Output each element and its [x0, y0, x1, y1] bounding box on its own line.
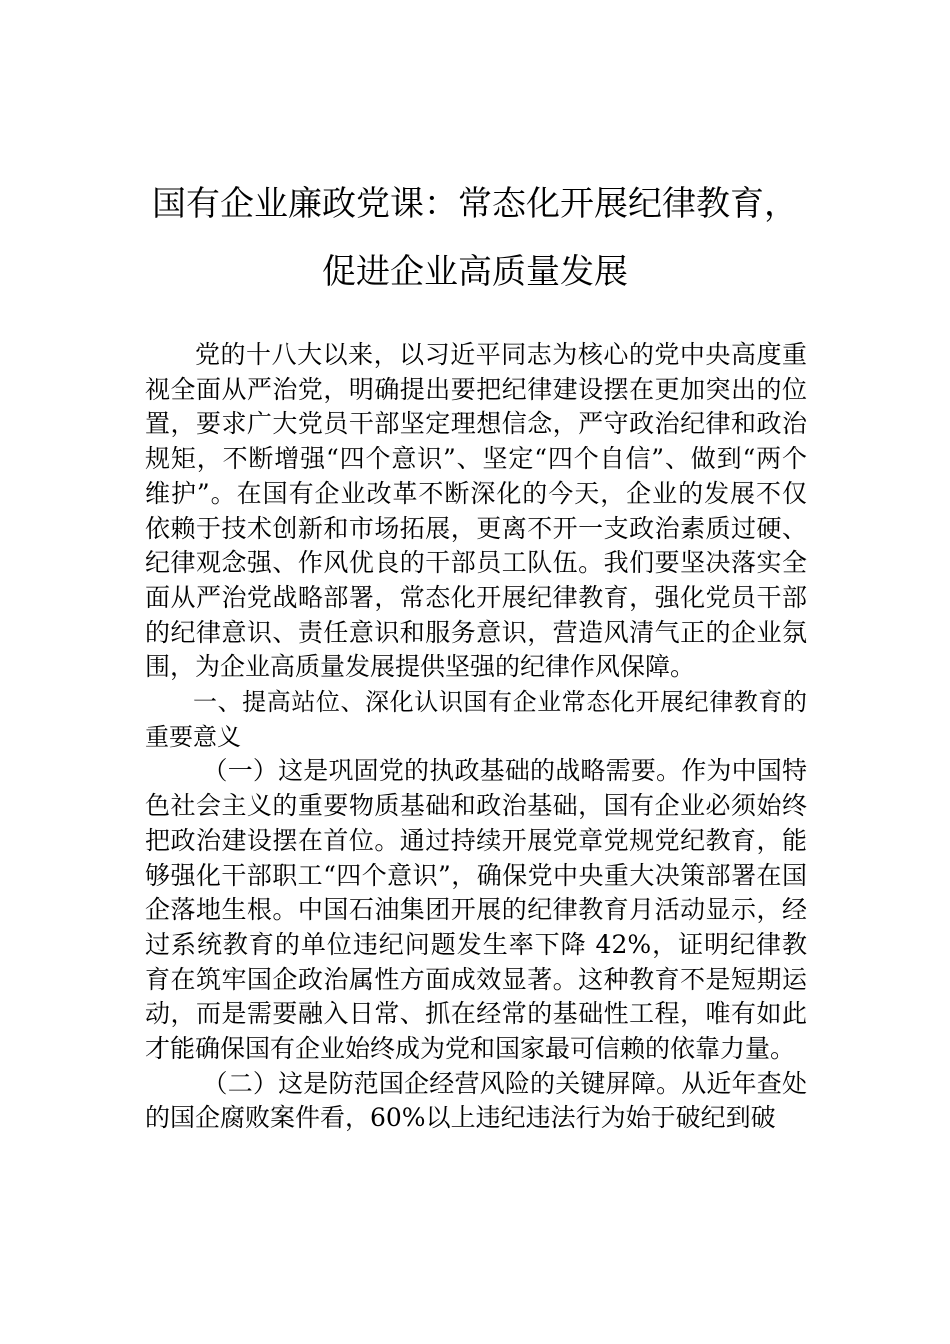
intro-paragraph: 党的十八大以来，以习近平同志为核心的党中央高度重视全面从严治党，明确提出要把纪律建设摆在更加突出的位置，要求广大党员干部坚定理想信念，严守政治纪律和政治规矩，不断增强“四个意识”、坚定“四个自信”、做到“两个维护”。在国有企业改革不断深化的今天，企业的发展不仅依赖于技术创新和市场拓展，更离不开一支政治素质过硬、纪律观念强、作风优良的干部员工队伍。我们要坚决落实全面从严治党战略部署，常态化开展纪律教育，强化党员干部的纪律意识、责任意识和服务意识，营造风清气正的企业氛围，为企业高质量发展提供坚强的纪律作风保障。	[145, 340, 807, 682]
document-title	[0, 170, 950, 306]
section-1-heading: 一、提高站位、深化认识国有企业常态化开展纪律教育的重要意义	[145, 688, 807, 751]
subsection-1-paragraph: （一）这是巩固党的执政基础的战略需要。作为中国特色社会主义的重要物质基础和政治基础，国有企业必须始终把政治建设摆在首位。通过持续开展党章党规党纪教育，能够强化干部职工“四个意识”，确保党中央重大决策部署在国企落地生根。中国石油集团开展的纪律教育月活动显示，经过系统教育的单位违纪问题发生率下降 42%，证明纪律教育在筑牢国企政治属性方面成效显著。这种教育不是短期运动，而是需要融入日常、抓在经常的基础性工程，唯有如此才能确保国有企业始终成为党和国家最可信赖的依靠力量。	[145, 756, 807, 1064]
document-body	[145, 338, 807, 1136]
title-line-1: 国有企业廉政党课：常态化开展纪律教育，	[152, 184, 798, 224]
subsection-2-paragraph: （二）这是防范国企经营风险的关键屏障。从近年查处的国企腐败案件看，60%以上违纪违法行为始于破纪到破	[145, 1068, 807, 1133]
title-line-2: 促进企业高质量发展	[322, 252, 628, 292]
